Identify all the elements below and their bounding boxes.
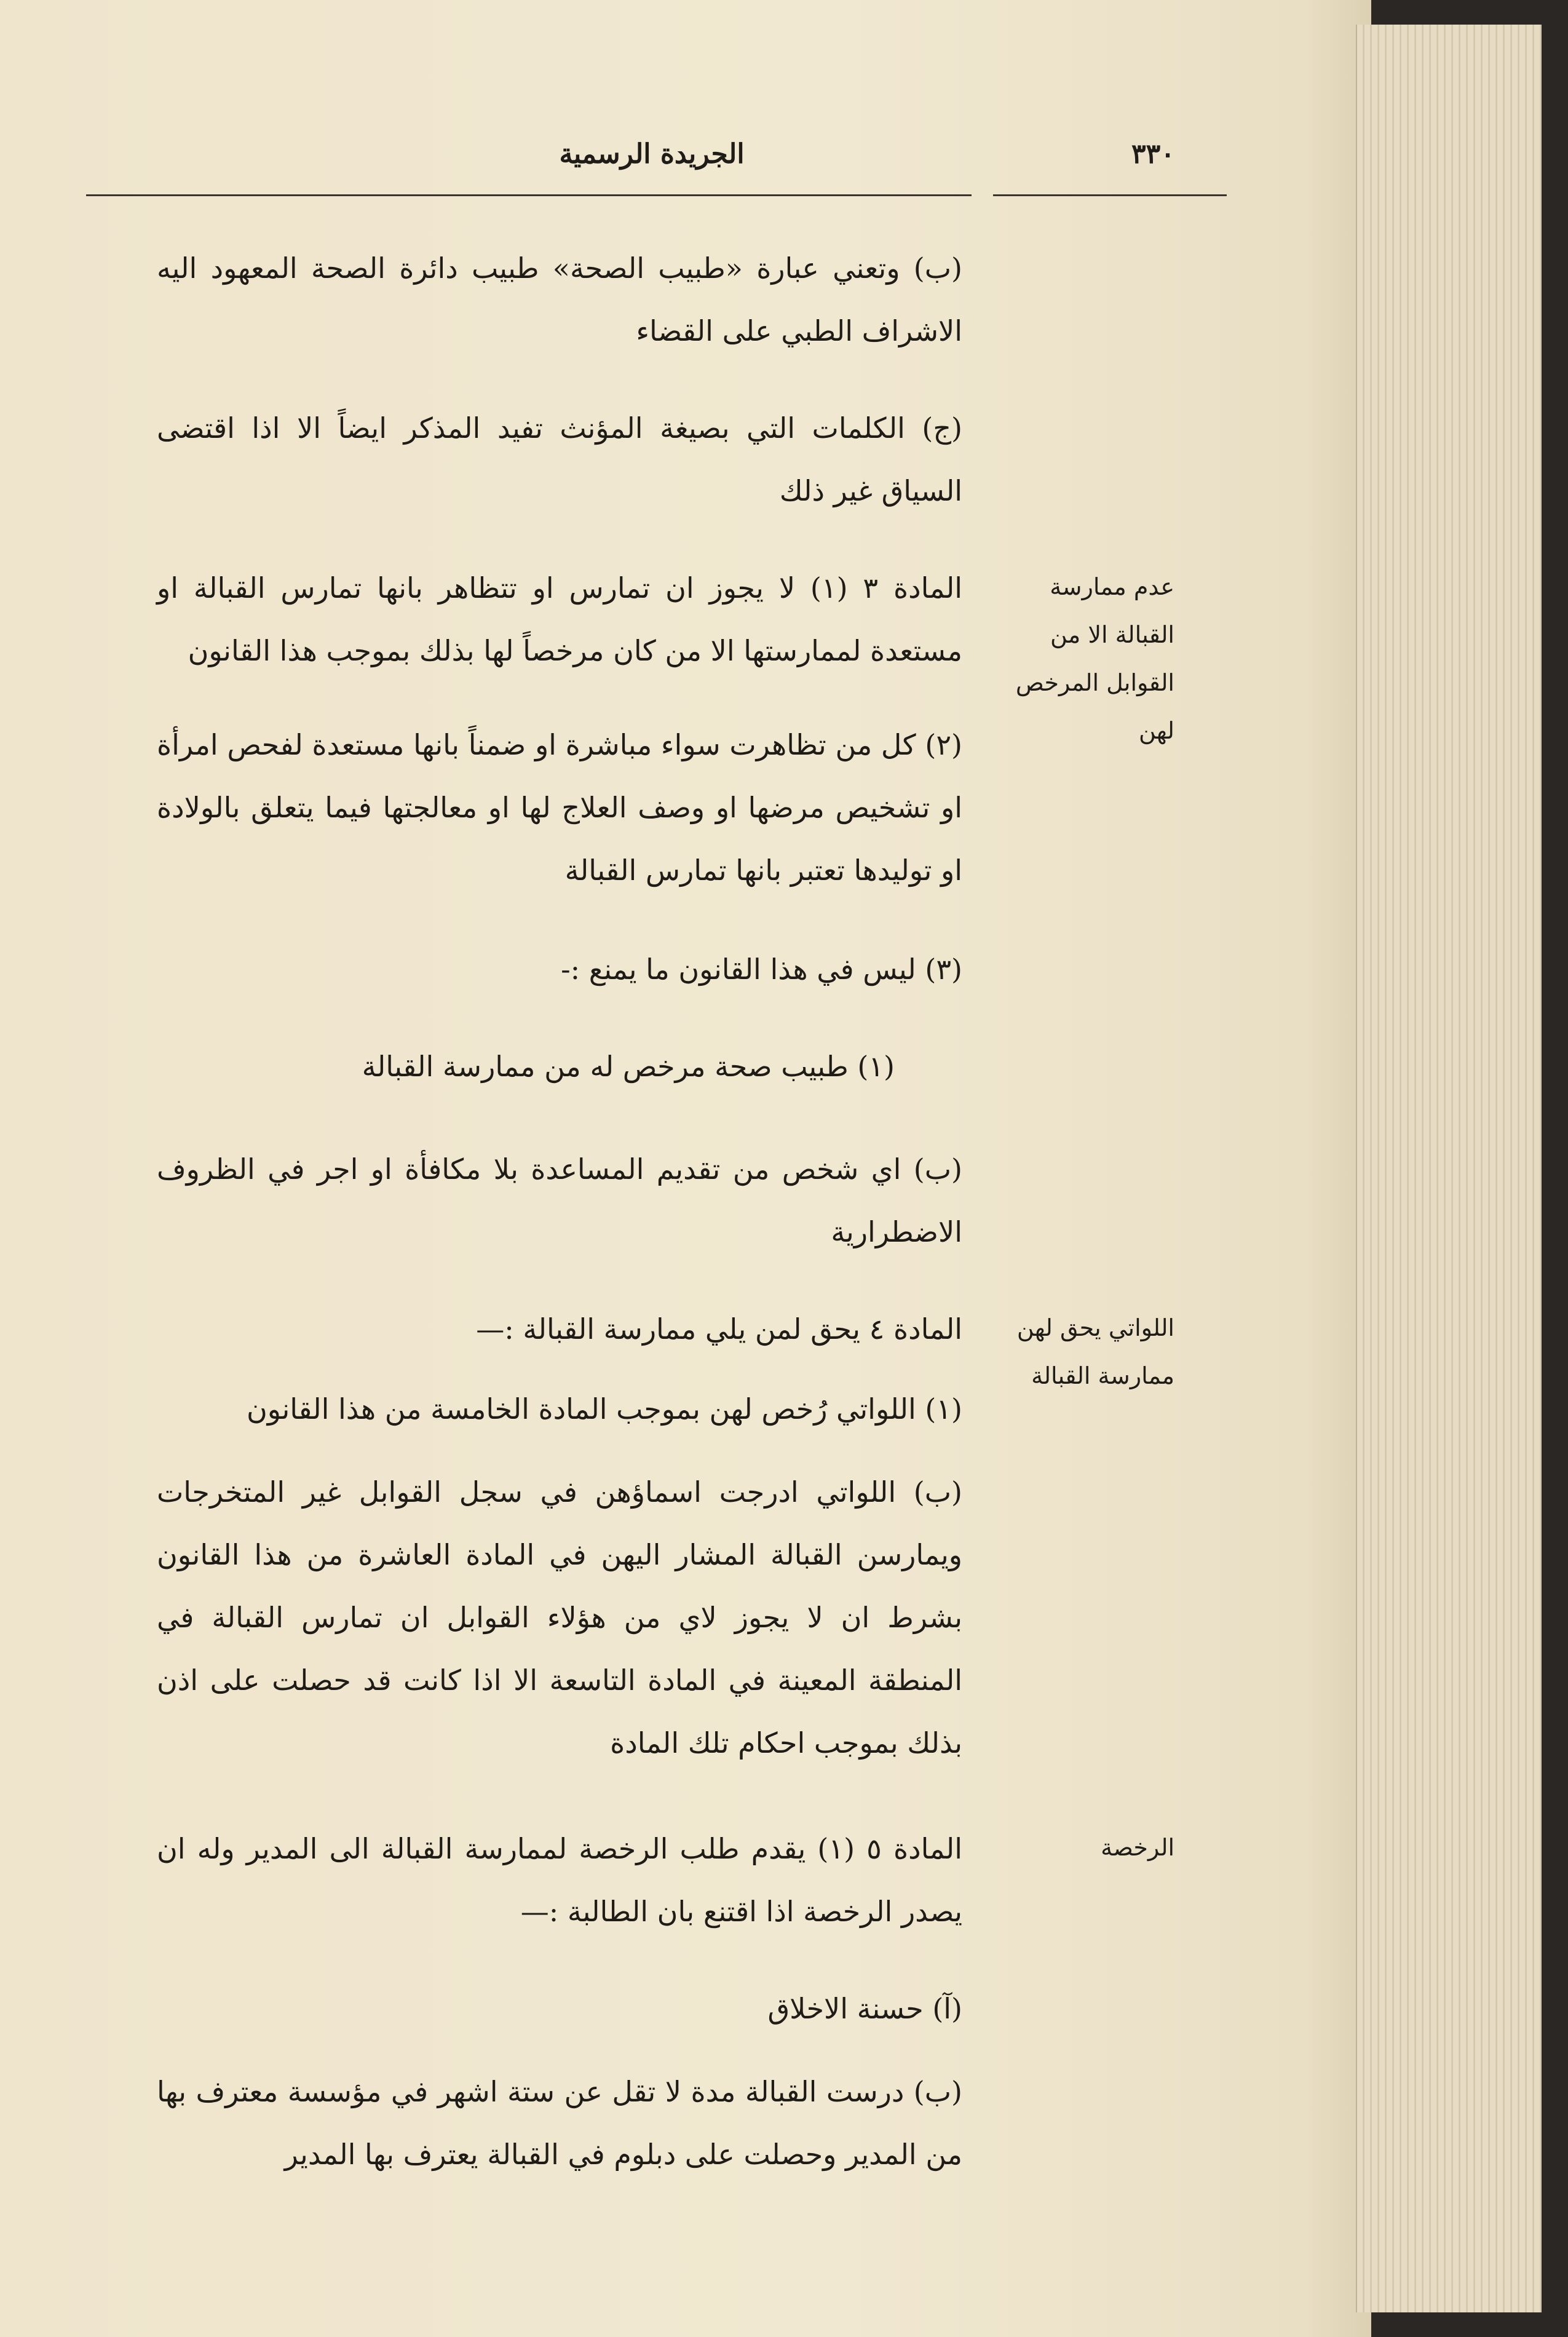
- paragraph-definition-health-doctor: (ب) وتعني عبارة «طبيب الصحة» طبيب دائرة الصحة المعهود اليه الاشراف الطبي على القضاء: [157, 252, 962, 347]
- paragraph-article-4: المادة ٤ يحق لمن يلي ممارسة القبالة :—: [476, 1312, 962, 1346]
- paragraph-article-5-1-b: (ب) درست القبالة مدة لا تقل عن ستة اشهر في مؤسسة معترف بها من المدير وحصلت على دبلوم في القبالة يعترف بها المدير: [157, 2075, 962, 2171]
- paragraph-article-5-1-a: (آ) حسنة الاخلاق: [767, 1992, 962, 2025]
- margin-note-midwifery-license-only: عدم ممارسة القبالة الا من القوابل المرخص لهن: [1015, 573, 1174, 744]
- paragraph-article-3-2: (٢) كل من تظاهرت سواء مباشرة او ضمناً بانها مستعدة لفحص امرأة او تشخيص مرضها او وصف العلاج لها او معالجتها فيما يتعلق بالولادة او توليدها تعتبر بانها تمارس القبالة: [157, 728, 962, 887]
- paragraph-article-4-a: (١) اللواتي رُخص لهن بموجب المادة الخامسة من هذا القانون: [246, 1392, 962, 1426]
- margin-note-license: الرخصة: [1101, 1834, 1174, 1861]
- margin-note-who-may-practise: اللواتي يحق لهن ممارسة القبالة: [1016, 1314, 1174, 1389]
- page-title: الجريدة الرسمية: [559, 138, 745, 170]
- page-number: ٣٣٠: [1131, 138, 1175, 170]
- paragraph-article-3-3-a: (١) طبيب صحة مرخص له من ممارسة القبالة: [362, 1050, 895, 1083]
- header-rule-main: [86, 194, 972, 196]
- paragraph-article-4-b: (ب) اللواتي ادرجت اسماؤهن في سجل القوابل غير المتخرجات ويمارسن القبالة المشار اليهن في المادة العاشرة من هذا القانون بشرط ان لا يجوز لاي من هؤلاء القوابل ان تمارس القبالة في المنطقة المعينة في المادة التاسعة الا اذا كانت قد حصلت على اذن بذلك بموجب احكام تلك المادة: [157, 1475, 962, 1760]
- page-edges: [1356, 25, 1542, 2312]
- paragraph-article-3-3-b: (ب) اي شخص من تقديم المساعدة بلا مكافأة او اجر في الظروف الاضطرارية: [157, 1153, 962, 1248]
- paragraph-article-5-1: المادة ٥ (١) يقدم طلب الرخصة لممارسة القبالة الى المدير وله ان يصدر الرخصة اذا اقتنع بان الطالبة :—: [157, 1832, 962, 1928]
- paragraph-definition-feminine: (ج) الكلمات التي بصيغة المؤنث تفيد المذكر ايضاً الا اذا اقتضى السياق غير ذلك: [157, 411, 962, 507]
- paragraph-article-3-1: المادة ٣ (١) لا يجوز ان تمارس او تتظاهر بانها تمارس القبالة او مستعدة لممارستها الا من كان مرخصاً لها بذلك بموجب هذا القانون: [157, 571, 962, 667]
- header-rule-side: [993, 194, 1227, 196]
- paragraph-article-3-3: (٣) ليس في هذا القانون ما يمنع :-: [561, 953, 962, 986]
